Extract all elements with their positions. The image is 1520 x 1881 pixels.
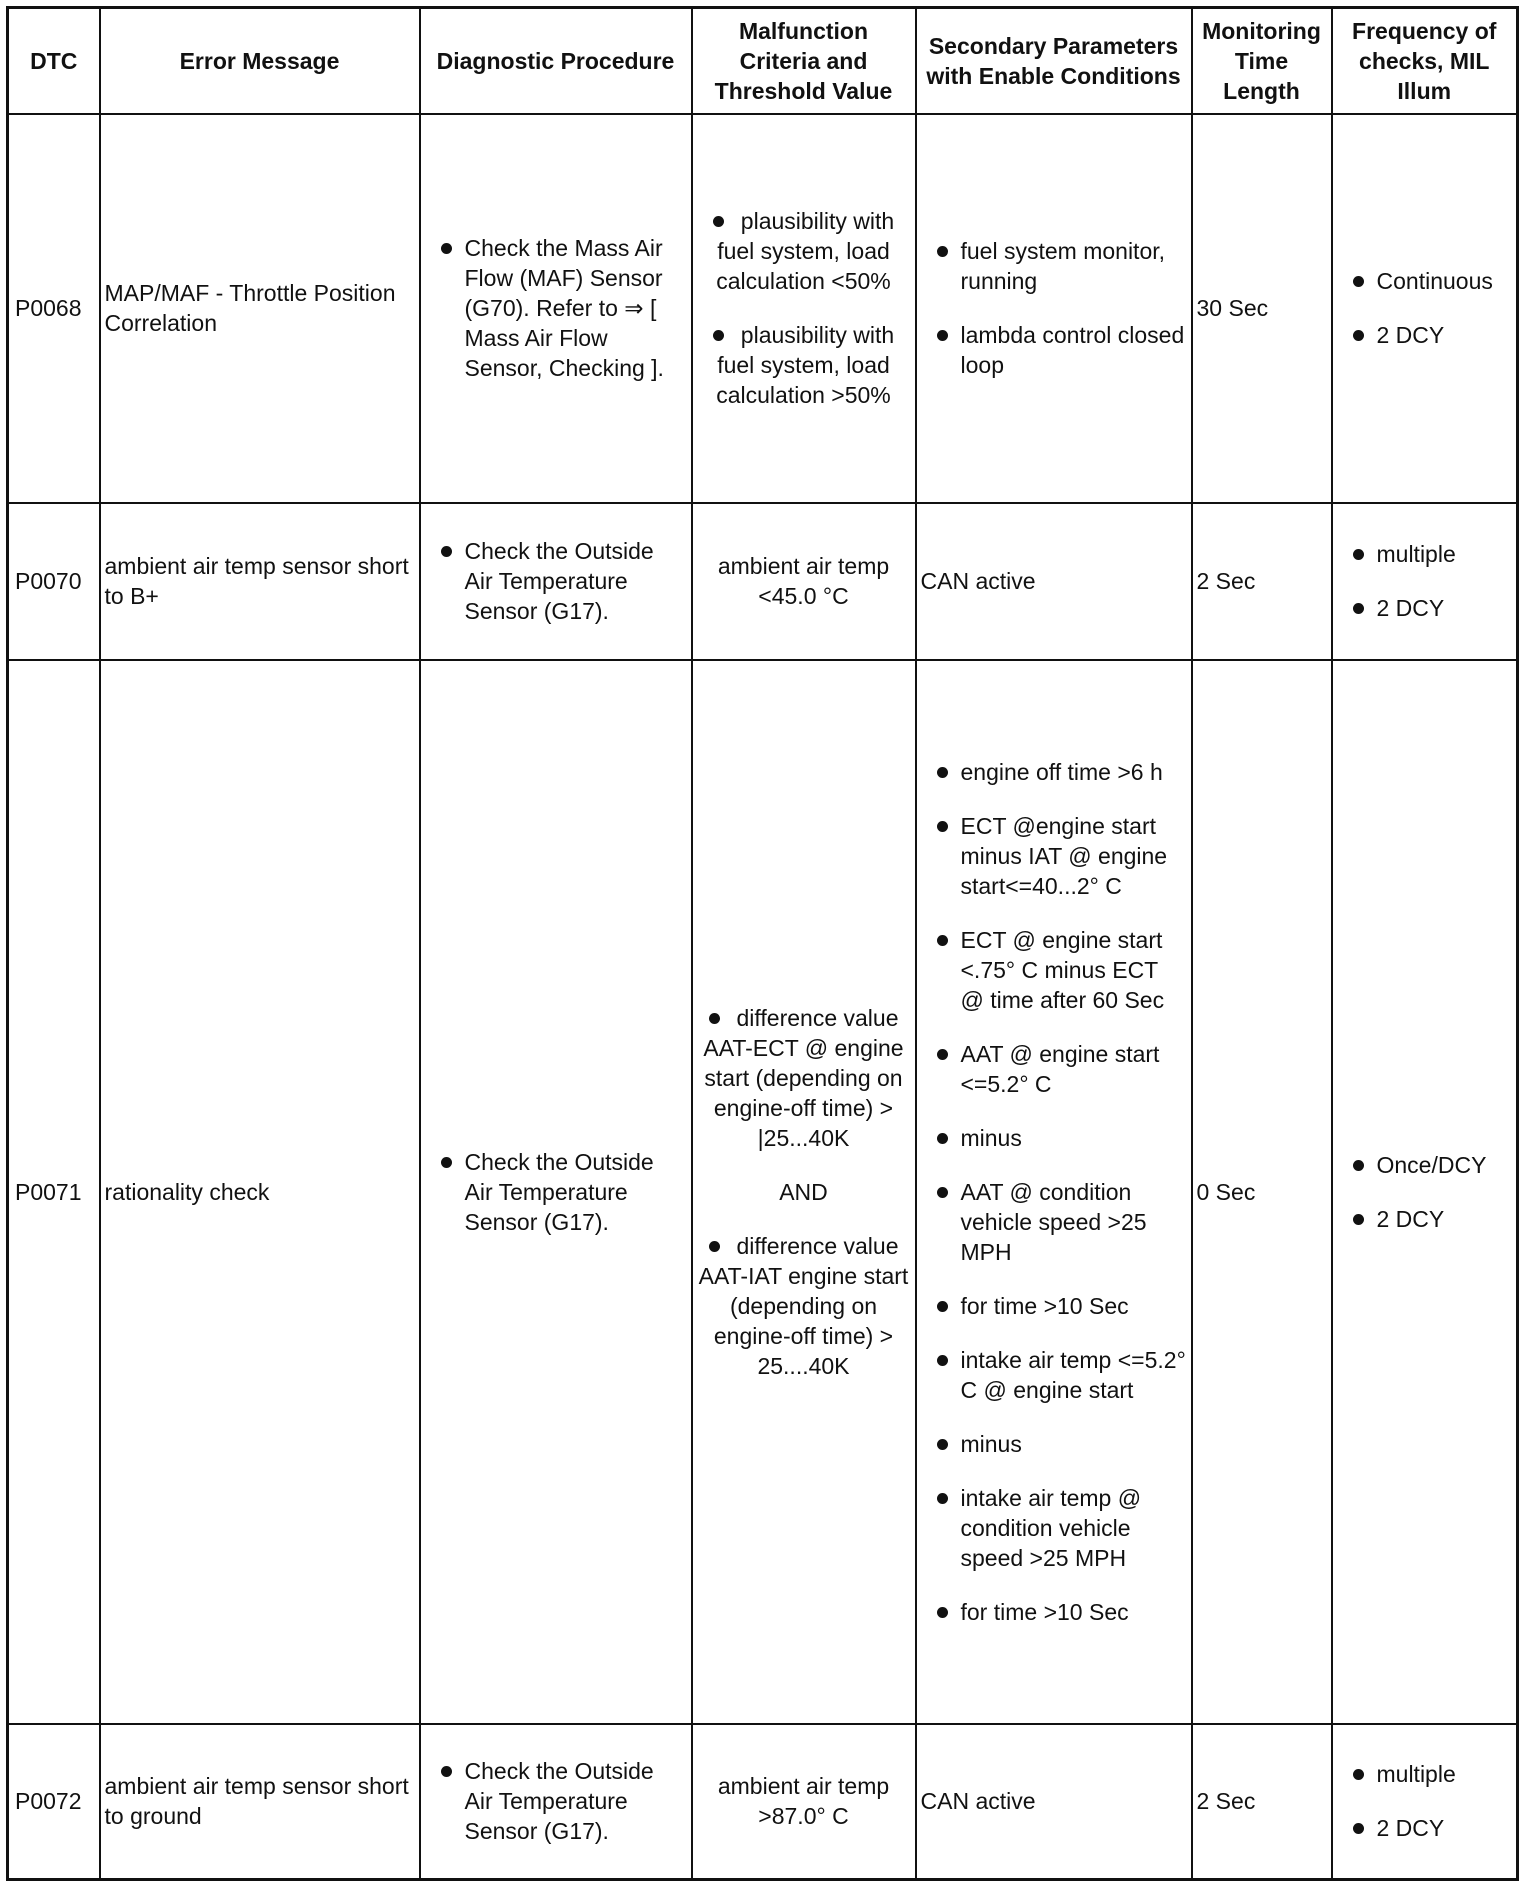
header-monitoring-time: Monitoring Time Length [1192, 8, 1332, 114]
diagnostic-procedure [420, 1724, 692, 1880]
frequency-item: Continuous [1337, 266, 1513, 296]
header-frequency: Frequency of checks, MIL Illum [1332, 8, 1518, 114]
error-message: ambient air temp sensor short to ground [100, 1724, 420, 1880]
frequency-item: multiple [1337, 539, 1513, 569]
frequency-item: 2 DCY [1337, 593, 1513, 623]
table-row [8, 114, 1518, 503]
error-message: ambient air temp sensor short to B+ [100, 503, 420, 660]
table-row [8, 1724, 1518, 1880]
malfunction-criteria: ambient air temp <45.0 °C [692, 503, 916, 660]
dtc-code: P0071 [8, 660, 100, 1724]
frequency-item: 2 DCY [1337, 1204, 1513, 1234]
header-malfunction-criteria: Malfunction Criteria and Threshold Value [692, 8, 916, 114]
malfunction-criteria: ambient air temp >87.0° C [692, 1724, 916, 1880]
bullet-icon [709, 1241, 720, 1252]
bullet-icon [709, 1013, 720, 1024]
criteria-item: difference value AAT-ECT @ engine start (depending on engine-off time) > |25...40K [703, 1004, 904, 1151]
monitoring-time: 2 Sec [1192, 1724, 1332, 1880]
secondary-item: minus [921, 1429, 1187, 1459]
secondary-item: engine off time >6 h [921, 757, 1187, 787]
diagnostic-procedure [420, 503, 692, 660]
table-row [8, 503, 1518, 660]
document-page [6, 6, 1519, 1881]
secondary-item: for time >10 Sec [921, 1291, 1187, 1321]
procedure-step: Check the Outside Air Temperature Sensor (G17). [425, 1147, 687, 1237]
dtc-code: P0068 [8, 114, 100, 503]
dtc-code: P0070 [8, 503, 100, 660]
procedure-step: Check the Outside Air Temperature Sensor (G17). [425, 536, 687, 626]
frequency-item: Once/DCY [1337, 1150, 1513, 1180]
monitoring-time: 0 Sec [1192, 660, 1332, 1724]
frequency [1332, 1724, 1518, 1880]
diagnostic-procedure [420, 660, 692, 1724]
criteria-item: plausibility with fuel system, load calculation <50% [697, 206, 911, 296]
secondary-parameters [916, 114, 1192, 503]
bullet-icon [713, 330, 724, 341]
frequency-item: 2 DCY [1337, 1813, 1513, 1843]
header-row [8, 8, 1518, 114]
secondary-item: for time >10 Sec [921, 1597, 1187, 1627]
monitoring-time: 30 Sec [1192, 114, 1332, 503]
monitoring-time: 2 Sec [1192, 503, 1332, 660]
table-row [8, 660, 1518, 1724]
secondary-item: fuel system monitor, running [921, 236, 1187, 296]
secondary-item: lambda control closed loop [921, 320, 1187, 380]
secondary-item: minus [921, 1123, 1187, 1153]
frequency [1332, 660, 1518, 1724]
header-dtc: DTC [8, 8, 100, 114]
secondary-item: ECT @ engine start <.75° C minus ECT @ time after 60 Sec [921, 925, 1187, 1015]
procedure-step: Check the Mass Air Flow (MAF) Sensor (G70). Refer to ⇒ [ Mass Air Flow Sensor, Checking ]. [425, 233, 687, 383]
criteria-and: AND [779, 1178, 828, 1205]
header-secondary-parameters: Secondary Parameters with Enable Conditions [916, 8, 1192, 114]
criteria-item: difference value AAT-IAT engine start (depending on engine-off time) > 25....40K [698, 1232, 909, 1379]
frequency-item: 2 DCY [1337, 320, 1513, 350]
header-error-message: Error Message [100, 8, 420, 114]
criteria-item: plausibility with fuel system, load calculation >50% [697, 320, 911, 410]
dtc-code: P0072 [8, 1724, 100, 1880]
secondary-item: AAT @ engine start <=5.2° C [921, 1039, 1187, 1099]
procedure-step: Check the Outside Air Temperature Sensor (G17). [425, 1756, 687, 1846]
header-diagnostic-procedure: Diagnostic Procedure [420, 8, 692, 114]
malfunction-criteria [692, 660, 916, 1724]
error-message: MAP/MAF - Throttle Position Correlation [100, 114, 420, 503]
secondary-item: ECT @engine start minus IAT @ engine start<=40...2° C [921, 811, 1187, 901]
frequency [1332, 503, 1518, 660]
secondary-parameters [916, 660, 1192, 1724]
malfunction-criteria [692, 114, 916, 503]
secondary-item: intake air temp @ condition vehicle speed >25 MPH [921, 1483, 1187, 1573]
secondary-item: intake air temp <=5.2° C @ engine start [921, 1345, 1187, 1405]
error-message: rationality check [100, 660, 420, 1724]
diagnostic-procedure [420, 114, 692, 503]
frequency [1332, 114, 1518, 503]
bullet-icon [713, 216, 724, 227]
secondary-parameters: CAN active [916, 503, 1192, 660]
frequency-item: multiple [1337, 1759, 1513, 1789]
secondary-parameters: CAN active [916, 1724, 1192, 1880]
secondary-item: AAT @ condition vehicle speed >25 MPH [921, 1177, 1187, 1267]
dtc-table [6, 6, 1519, 1881]
